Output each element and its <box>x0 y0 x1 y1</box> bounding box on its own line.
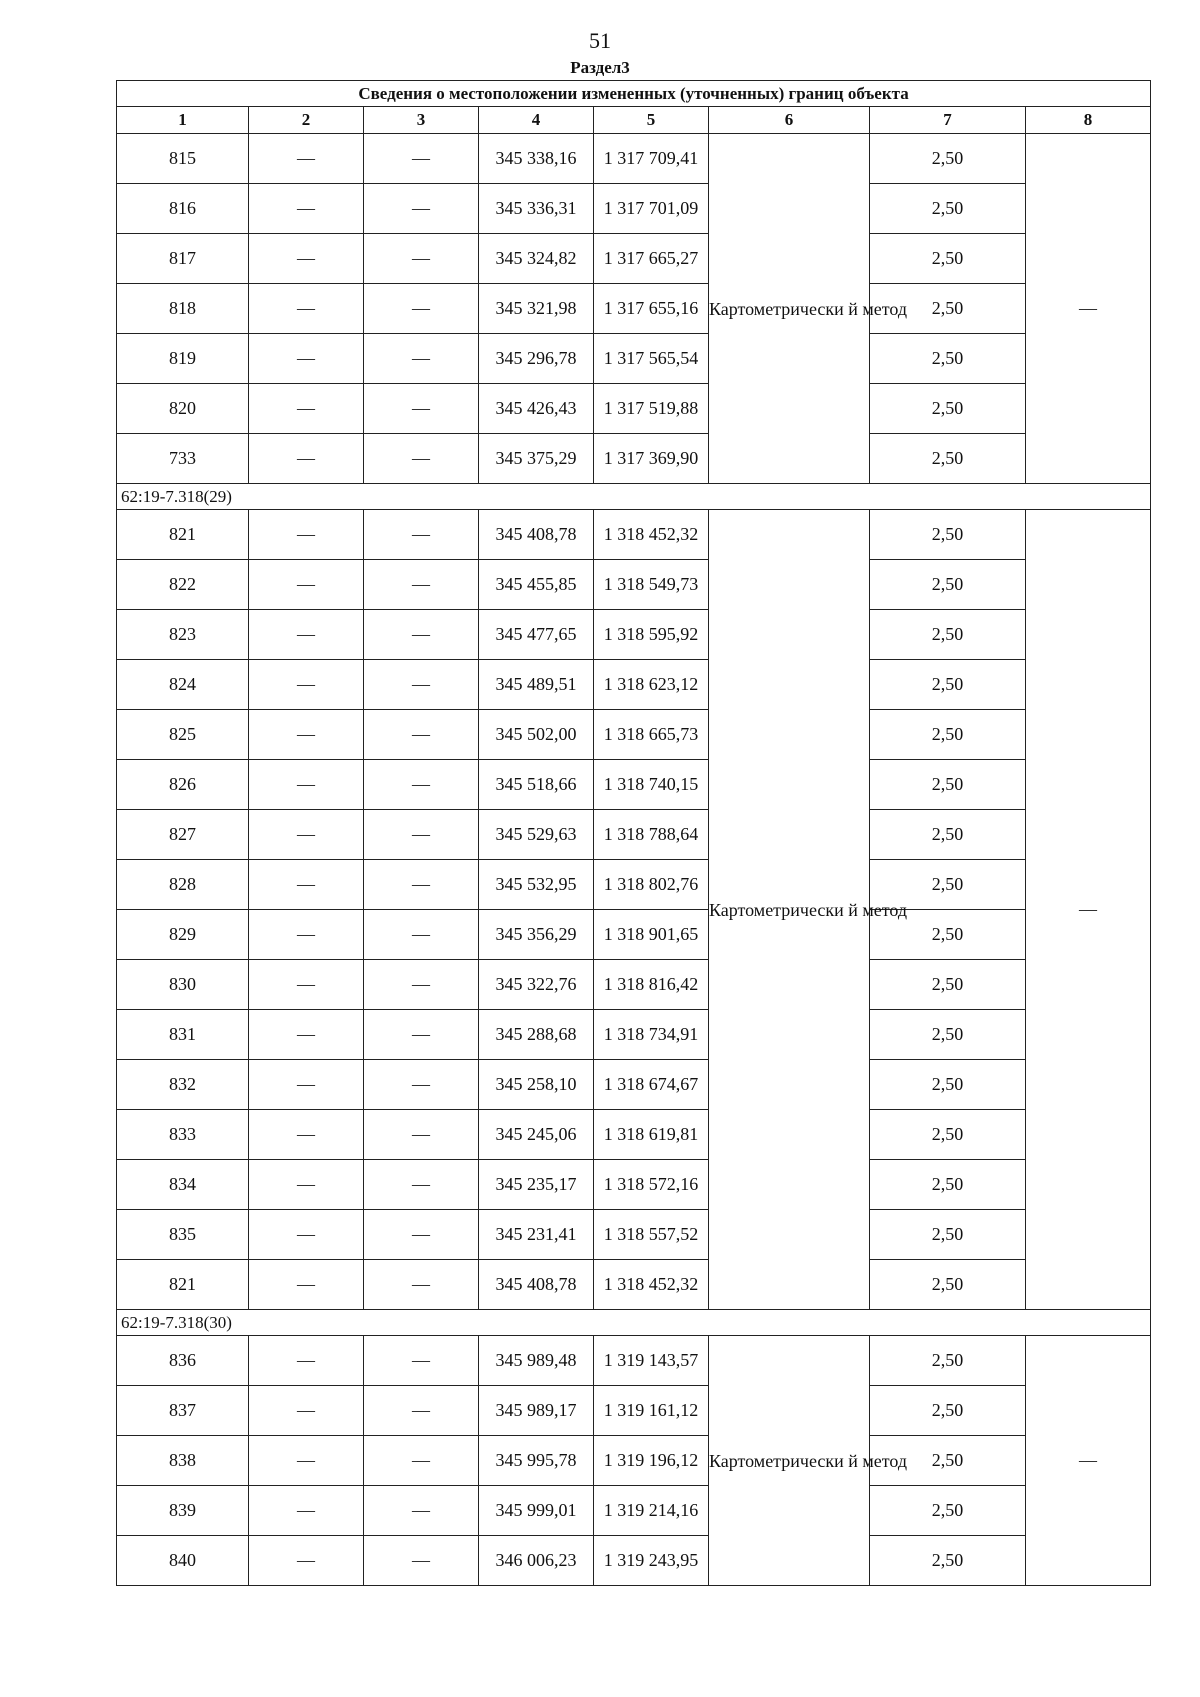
y-coordinate: 1 317 519,88 <box>594 384 709 434</box>
col3-value: — <box>364 434 479 484</box>
col2-value: — <box>249 1010 364 1060</box>
x-coordinate: 345 408,78 <box>479 510 594 560</box>
accuracy-value: 2,50 <box>870 960 1026 1010</box>
x-coordinate: 345 322,76 <box>479 960 594 1010</box>
y-coordinate: 1 318 901,65 <box>594 910 709 960</box>
table-row <box>117 134 1151 184</box>
column-header-3: 3 <box>364 107 479 134</box>
col3-value: — <box>364 810 479 860</box>
column-header-2: 2 <box>249 107 364 134</box>
accuracy-value: 2,50 <box>870 1060 1026 1110</box>
point-number: 830 <box>117 960 249 1010</box>
point-number: 836 <box>117 1336 249 1386</box>
x-coordinate: 345 989,48 <box>479 1336 594 1386</box>
y-coordinate: 1 318 802,76 <box>594 860 709 910</box>
x-coordinate: 345 375,29 <box>479 434 594 484</box>
y-coordinate: 1 318 623,12 <box>594 660 709 710</box>
point-number: 825 <box>117 710 249 760</box>
group-label-row <box>117 1310 1151 1336</box>
point-number: 822 <box>117 560 249 610</box>
table-row <box>117 860 1151 910</box>
col2-value: — <box>249 1110 364 1160</box>
col2-value: — <box>249 434 364 484</box>
x-coordinate: 346 006,23 <box>479 1536 594 1586</box>
accuracy-value: 2,50 <box>870 860 1026 910</box>
accuracy-value: 2,50 <box>870 234 1026 284</box>
col3-value: — <box>364 384 479 434</box>
point-number: 835 <box>117 1210 249 1260</box>
column-header-1: 1 <box>117 107 249 134</box>
col3-value: — <box>364 960 479 1010</box>
table-row <box>117 910 1151 960</box>
x-coordinate: 345 336,31 <box>479 184 594 234</box>
col3-value: — <box>364 1010 479 1060</box>
col2-value: — <box>249 860 364 910</box>
col3-value: — <box>364 1210 479 1260</box>
accuracy-value: 2,50 <box>870 560 1026 610</box>
accuracy-value: 2,50 <box>870 1436 1026 1486</box>
col2-value: — <box>249 710 364 760</box>
table-row <box>117 234 1151 284</box>
section-title: Раздел3 <box>570 58 630 77</box>
col2-value: — <box>249 1336 364 1386</box>
table-row <box>117 1336 1151 1386</box>
table-row <box>117 960 1151 1010</box>
x-coordinate: 345 321,98 <box>479 284 594 334</box>
x-coordinate: 345 356,29 <box>479 910 594 960</box>
col3-value: — <box>364 760 479 810</box>
col2-value: — <box>249 960 364 1010</box>
accuracy-value: 2,50 <box>870 760 1026 810</box>
point-number: 823 <box>117 610 249 660</box>
y-coordinate: 1 319 143,57 <box>594 1336 709 1386</box>
accuracy-value: 2,50 <box>870 1336 1026 1386</box>
table-row <box>117 710 1151 760</box>
point-number: 839 <box>117 1486 249 1536</box>
col3-value: — <box>364 184 479 234</box>
accuracy-value: 2,50 <box>870 1160 1026 1210</box>
accuracy-value: 2,50 <box>870 710 1026 760</box>
point-number: 832 <box>117 1060 249 1110</box>
x-coordinate: 345 231,41 <box>479 1210 594 1260</box>
col2-value: — <box>249 134 364 184</box>
y-coordinate: 1 318 549,73 <box>594 560 709 610</box>
point-number: 817 <box>117 234 249 284</box>
y-coordinate: 1 319 243,95 <box>594 1536 709 1586</box>
y-coordinate: 1 318 674,67 <box>594 1060 709 1110</box>
y-coordinate: 1 317 565,54 <box>594 334 709 384</box>
col2-value: — <box>249 334 364 384</box>
point-number: 821 <box>117 510 249 560</box>
table-row <box>117 384 1151 434</box>
x-coordinate: 345 529,63 <box>479 810 594 860</box>
y-coordinate: 1 319 161,12 <box>594 1386 709 1436</box>
x-coordinate: 345 989,17 <box>479 1386 594 1436</box>
x-coordinate: 345 296,78 <box>479 334 594 384</box>
point-number: 837 <box>117 1386 249 1436</box>
col8-value: — <box>1026 134 1151 484</box>
column-header-6: 6 <box>709 107 870 134</box>
col2-value: — <box>249 1210 364 1260</box>
y-coordinate: 1 317 665,27 <box>594 234 709 284</box>
col3-value: — <box>364 134 479 184</box>
col3-value: — <box>364 1110 479 1160</box>
method-cell: Картометрически й метод <box>709 134 870 484</box>
table-row <box>117 1386 1151 1436</box>
column-header-row <box>117 107 1151 134</box>
table-row <box>117 284 1151 334</box>
page-number: 51 <box>589 28 611 53</box>
table-row <box>117 434 1151 484</box>
x-coordinate: 345 489,51 <box>479 660 594 710</box>
table-row <box>117 1010 1151 1060</box>
col2-value: — <box>249 284 364 334</box>
col2-value: — <box>249 910 364 960</box>
table-row <box>117 760 1151 810</box>
y-coordinate: 1 319 196,12 <box>594 1436 709 1486</box>
col2-value: — <box>249 610 364 660</box>
point-number: 838 <box>117 1436 249 1486</box>
y-coordinate: 1 318 788,64 <box>594 810 709 860</box>
col3-value: — <box>364 334 479 384</box>
accuracy-value: 2,50 <box>870 1536 1026 1586</box>
col2-value: — <box>249 1486 364 1536</box>
col2-value: — <box>249 510 364 560</box>
table-row <box>117 510 1151 560</box>
col2-value: — <box>249 234 364 284</box>
y-coordinate: 1 318 816,42 <box>594 960 709 1010</box>
col3-value: — <box>364 510 479 560</box>
x-coordinate: 345 245,06 <box>479 1110 594 1160</box>
col3-value: — <box>364 910 479 960</box>
cadastral-number: 62:19-7.318(30) <box>117 1310 1151 1336</box>
point-number: 818 <box>117 284 249 334</box>
x-coordinate: 345 324,82 <box>479 234 594 284</box>
col3-value: — <box>364 1160 479 1210</box>
col3-value: — <box>364 1060 479 1110</box>
method-cell: Картометрически й метод <box>709 510 870 1310</box>
accuracy-value: 2,50 <box>870 284 1026 334</box>
col2-value: — <box>249 760 364 810</box>
col2-value: — <box>249 660 364 710</box>
point-number: 733 <box>117 434 249 484</box>
table-row <box>117 660 1151 710</box>
accuracy-value: 2,50 <box>870 334 1026 384</box>
col3-value: — <box>364 860 479 910</box>
boundary-coordinates-table <box>116 80 1151 1586</box>
y-coordinate: 1 319 214,16 <box>594 1486 709 1536</box>
x-coordinate: 345 235,17 <box>479 1160 594 1210</box>
cadastral-number: 62:19-7.318(29) <box>117 484 1151 510</box>
col2-value: — <box>249 810 364 860</box>
accuracy-value: 2,50 <box>870 660 1026 710</box>
col3-value: — <box>364 710 479 760</box>
table-row <box>117 1486 1151 1536</box>
col3-value: — <box>364 284 479 334</box>
col3-value: — <box>364 560 479 610</box>
point-number: 834 <box>117 1160 249 1210</box>
table-row <box>117 1110 1151 1160</box>
x-coordinate: 345 999,01 <box>479 1486 594 1536</box>
point-number: 819 <box>117 334 249 384</box>
table-caption: Сведения о местоположении измененных (уточненных) границ объекта <box>117 81 1151 107</box>
x-coordinate: 345 426,43 <box>479 384 594 434</box>
col2-value: — <box>249 1386 364 1436</box>
accuracy-value: 2,50 <box>870 1110 1026 1160</box>
col8-value: — <box>1026 1336 1151 1586</box>
table-row <box>117 1160 1151 1210</box>
y-coordinate: 1 318 452,32 <box>594 510 709 560</box>
table-body <box>117 134 1151 1586</box>
x-coordinate: 345 518,66 <box>479 760 594 810</box>
point-number: 826 <box>117 760 249 810</box>
column-header-7: 7 <box>870 107 1026 134</box>
table-row <box>117 1060 1151 1110</box>
col2-value: — <box>249 1436 364 1486</box>
point-number: 824 <box>117 660 249 710</box>
table-row <box>117 610 1151 660</box>
accuracy-value: 2,50 <box>870 1210 1026 1260</box>
table-row <box>117 560 1151 610</box>
col2-value: — <box>249 184 364 234</box>
accuracy-value: 2,50 <box>870 434 1026 484</box>
point-number: 840 <box>117 1536 249 1586</box>
accuracy-value: 2,50 <box>870 810 1026 860</box>
col3-value: — <box>364 234 479 284</box>
point-number: 816 <box>117 184 249 234</box>
point-number: 833 <box>117 1110 249 1160</box>
accuracy-value: 2,50 <box>870 910 1026 960</box>
column-header-4: 4 <box>479 107 594 134</box>
accuracy-value: 2,50 <box>870 610 1026 660</box>
column-header-5: 5 <box>594 107 709 134</box>
table-row <box>117 1260 1151 1310</box>
col2-value: — <box>249 1060 364 1110</box>
accuracy-value: 2,50 <box>870 184 1026 234</box>
y-coordinate: 1 318 452,32 <box>594 1260 709 1310</box>
x-coordinate: 345 288,68 <box>479 1010 594 1060</box>
col3-value: — <box>364 1336 479 1386</box>
y-coordinate: 1 317 701,09 <box>594 184 709 234</box>
col3-value: — <box>364 660 479 710</box>
x-coordinate: 345 338,16 <box>479 134 594 184</box>
col3-value: — <box>364 1386 479 1436</box>
table-row <box>117 334 1151 384</box>
y-coordinate: 1 317 369,90 <box>594 434 709 484</box>
table-row <box>117 1436 1151 1486</box>
accuracy-value: 2,50 <box>870 1010 1026 1060</box>
x-coordinate: 345 532,95 <box>479 860 594 910</box>
col2-value: — <box>249 384 364 434</box>
point-number: 828 <box>117 860 249 910</box>
point-number: 829 <box>117 910 249 960</box>
y-coordinate: 1 318 557,52 <box>594 1210 709 1260</box>
x-coordinate: 345 408,78 <box>479 1260 594 1310</box>
col3-value: — <box>364 1260 479 1310</box>
y-coordinate: 1 318 734,91 <box>594 1010 709 1060</box>
col3-value: — <box>364 1436 479 1486</box>
table-row <box>117 1536 1151 1586</box>
point-number: 815 <box>117 134 249 184</box>
point-number: 820 <box>117 384 249 434</box>
accuracy-value: 2,50 <box>870 510 1026 560</box>
col2-value: — <box>249 560 364 610</box>
column-header-8: 8 <box>1026 107 1151 134</box>
accuracy-value: 2,50 <box>870 1260 1026 1310</box>
y-coordinate: 1 318 619,81 <box>594 1110 709 1160</box>
point-number: 831 <box>117 1010 249 1060</box>
col3-value: — <box>364 610 479 660</box>
y-coordinate: 1 318 572,16 <box>594 1160 709 1210</box>
col3-value: — <box>364 1536 479 1586</box>
col2-value: — <box>249 1260 364 1310</box>
y-coordinate: 1 317 709,41 <box>594 134 709 184</box>
x-coordinate: 345 258,10 <box>479 1060 594 1110</box>
col8-value: — <box>1026 510 1151 1310</box>
x-coordinate: 345 995,78 <box>479 1436 594 1486</box>
table-row <box>117 1210 1151 1260</box>
x-coordinate: 345 502,00 <box>479 710 594 760</box>
table-row <box>117 810 1151 860</box>
accuracy-value: 2,50 <box>870 384 1026 434</box>
accuracy-value: 2,50 <box>870 134 1026 184</box>
col3-value: — <box>364 1486 479 1536</box>
y-coordinate: 1 318 740,15 <box>594 760 709 810</box>
col2-value: — <box>249 1160 364 1210</box>
y-coordinate: 1 318 665,73 <box>594 710 709 760</box>
point-number: 821 <box>117 1260 249 1310</box>
method-cell: Картометрически й метод <box>709 1336 870 1586</box>
group-label-row <box>117 484 1151 510</box>
point-number: 827 <box>117 810 249 860</box>
accuracy-value: 2,50 <box>870 1386 1026 1436</box>
y-coordinate: 1 318 595,92 <box>594 610 709 660</box>
table-row <box>117 184 1151 234</box>
col2-value: — <box>249 1536 364 1586</box>
x-coordinate: 345 455,85 <box>479 560 594 610</box>
accuracy-value: 2,50 <box>870 1486 1026 1536</box>
x-coordinate: 345 477,65 <box>479 610 594 660</box>
y-coordinate: 1 317 655,16 <box>594 284 709 334</box>
